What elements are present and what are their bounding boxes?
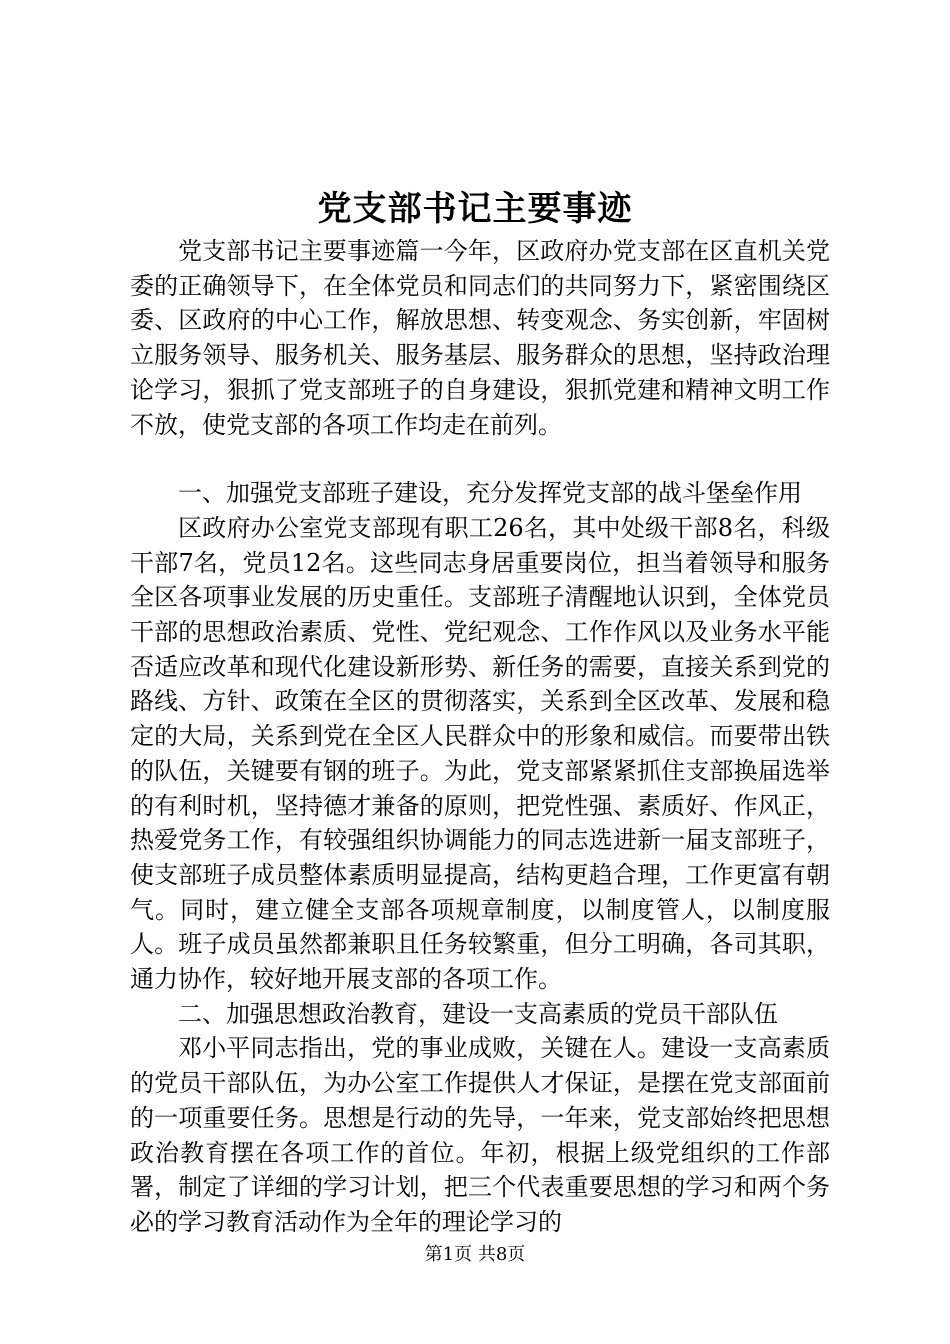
section-heading-2: 二、加强思想政治教育，建设一支高素质的党员干部队伍 [178, 999, 778, 1028]
paragraph-section-2: 邓小平同志指出，党的事业成败，关键在人。建设一支高素质的党员干部队伍，为办公室工作提供人才保证，是摆在党支部面前的一项重要任务。思想是行动的先导，一年来，党支部始终把思想政治教育摆在各项工作的首位。年初，根据上级党组织的工作部署，制定了详细的学习计划，把三个代表重要思想的学习和两个务必的学习教育活动作为全年的理论学习的 [130, 1034, 830, 1236]
document-title: 党支部书记主要事迹 [317, 189, 633, 229]
page-number-footer: 第1页 共8页 [424, 1244, 526, 1265]
section-heading-1: 一、加强党支部班子建设，充分发挥党支部的战斗堡垒作用 [178, 479, 802, 508]
paragraph-intro: 党支部书记主要事迹篇一今年，区政府办党支部在区直机关党委的正确领导下，在全体党员和同志们的共同努力下，紧密围绕区委、区政府的中心工作，解放思想、转变观念、务实创新，牢固树立服务领导、服务机关、服务基层、服务群众的思想，坚持政治理论学习，狠抓了党支部班子的自身建设，狠抓党建和精神文明工作不放，使党支部的各项工作均走在前列。 [130, 237, 830, 439]
document-body [130, 234, 830, 1240]
paragraph-section-1: 区政府办公室党支部现有职工26名，其中处级干部8名，科级干部7名，党员12名。这些同志身居重要岗位，担当着领导和服务全区各项事业发展的历史重任。支部班子清醒地认识到，全体党员干部的思想政治素质、党性、党纪观念、工作作风以及业务水平能否适应改革和现代化建设新形势、新任务的需要，直接关系到党的路线、方针、政策在全区的贯彻落实，关系到全区改革、发展和稳定的大局，关系到党在全区人民群众中的形象和威信。而要带出铁的队伍，关键要有钢的班子。为此，党支部紧紧抓住支部换届选举的有利时机，坚持德才兼备的原则，把党性强、素质好、作风正，热爱党务工作，有较强组织协调能力的同志选进新一届支部班子，使支部班子成员整体素质明显提高，结构更趋合理，工作更富有朝气。同时，建立健全支部各项规章制度，以制度管人，以制度服人。班子成员虽然都兼职且任务较繁重，但分工明确，各司其职，通力协作，较好地开展支部的各项工作。 [130, 513, 830, 994]
paragraph-gap [130, 442, 830, 476]
